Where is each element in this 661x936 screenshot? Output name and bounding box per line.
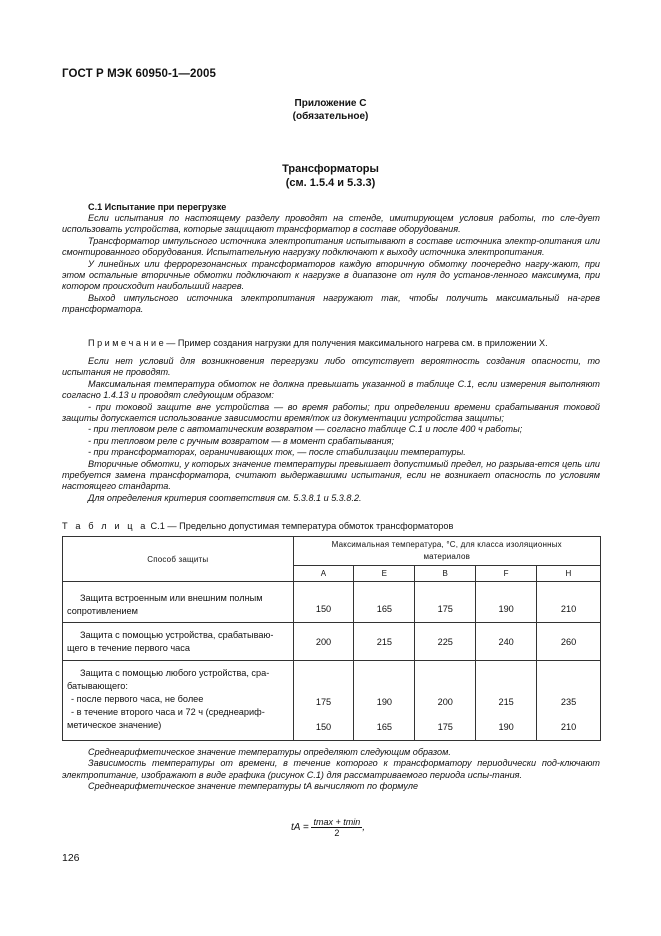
formula-denominator: 2 [334, 828, 340, 838]
cell-value: 165 [376, 722, 393, 732]
page-number: 126 [62, 852, 80, 864]
cell-value: 240 [476, 623, 537, 661]
header-method: Способ защиты [63, 537, 294, 582]
table-caption-word: Т а б л и ц а [62, 521, 148, 531]
formula-numerator: tmax + tmin [313, 817, 361, 827]
cell-value: 190 [476, 582, 537, 623]
paragraph: Трансформатор импульсного источника электропитания испытывают в составе источника электр-опитания или смонтированного оборудования. Испытательную нагрузку подключают к выходу источника электропитания. [62, 235, 600, 258]
standard-header: ГОСТ Р МЭК 60950-1—2005 [62, 68, 216, 80]
paragraph: Среднеарифметическое значение температуры tA вычисляют по формуле [88, 781, 419, 792]
paragraph: - при тепловом реле с автоматическим возвратом — согласно таблице С.1 и после 400 ч работы; [88, 424, 523, 435]
cell-values [476, 661, 537, 741]
row-sublabel: - в течение второго часа и 72 ч (среднеариф-метическое значение) [67, 707, 265, 730]
header-class-e: E [354, 566, 415, 582]
paragraphs-block-2 [62, 356, 600, 504]
cell-value: 150 [293, 582, 354, 623]
row-label: Защита встроенным или внешним полным сопротивлением [63, 582, 294, 623]
cell-value: 225 [415, 623, 476, 661]
header-max-temp: Максимальная температура, °С, для класса изоляционных материалов [293, 537, 600, 566]
row-label: Защита с помощью устройства, срабатываю-щего в течение первого часа [63, 623, 294, 661]
paragraphs-block-3 [62, 747, 600, 793]
formula [291, 817, 365, 838]
header-class-h: H [537, 566, 601, 582]
note: П р и м е ч а н и е — Пример создания нагрузки для получения максимального нагрева см. в приложении X. [88, 338, 548, 348]
cell-value: 190 [498, 722, 514, 732]
header-class-f: F [476, 566, 537, 582]
cell-values [537, 661, 601, 741]
cell-value: 215 [354, 623, 415, 661]
paragraph: Для определения критерия соответствия см. 5.3.8.1 и 5.3.8.2. [88, 492, 362, 503]
header-class-b: B [415, 566, 476, 582]
paragraph: Вторичные обмотки, у которых значение температуры превышает допустимый предел, но разрыва-ется цепь или требуется замена трансформатора, считают выдержавшими испытания, если не возникает опасность по условиям настоящего стандарта. [62, 458, 600, 492]
cell-value: 200 [437, 697, 453, 707]
row-label-multi [63, 661, 294, 741]
cell-value: 235 [560, 697, 577, 707]
cell-value: 165 [354, 582, 415, 623]
cell-value: 215 [498, 697, 514, 707]
cell-value: 175 [415, 582, 476, 623]
formula-fraction [311, 817, 362, 838]
table-row [63, 582, 601, 623]
cell-value: 210 [537, 582, 601, 623]
paragraph: У линейных или феррорезонансных трансформаторов каждую вторичную обмотку поочередно нагру-жают, при этом остальные вторичные обмотки подключают к нагрузке в диапазоне от нуля до установ-ленного максимума, при котором происходит наибольший нагрев. [62, 258, 600, 292]
cell-value: 190 [376, 697, 393, 707]
temperature-table [62, 536, 601, 741]
cell-values [354, 661, 415, 741]
formula-tail: , [362, 822, 366, 834]
paragraph: Если нет условий для возникновения перегрузки либо отсутствует вероятность создания опасности, то испытания не проводят. [62, 356, 600, 378]
paragraph: Максимальная температура обмоток не должна превышать указанной в таблице С.1, если измерения выполняют согласно 1.4.13 и проводят следующим образом: [62, 378, 600, 401]
cell-values [415, 661, 476, 741]
paragraph: - при тепловом реле с ручным возвратом — в момент срабатывания; [88, 435, 395, 446]
cell-value: 260 [537, 623, 601, 661]
cell-value: 175 [315, 697, 332, 707]
paragraph: - при трансформаторах, ограничивающих ток, — после стабилизации температуры. [88, 447, 466, 458]
formula-lhs: tA = [291, 822, 309, 834]
subsection-heading: С.1 Испытание при перегрузке [88, 202, 227, 212]
table-row [63, 623, 601, 661]
row-label: Защита с помощью любого устройства, сра-батывающего: [67, 668, 270, 691]
appendix-title: Приложение С [294, 98, 367, 109]
table-caption-text: С.1 — Предельно допустимая температура обмоток трансформаторов [147, 521, 454, 531]
appendix-status: (обязательное) [292, 111, 369, 122]
section-reference: (см. 1.5.4 и 5.3.3) [285, 177, 376, 189]
paragraph: Среднеарифметическое значение температуры определяют следующим образом. [88, 747, 451, 757]
row-sublabel: - после первого часа, не более [71, 694, 204, 704]
cell-values [293, 661, 354, 741]
section-title: Трансформаторы [282, 163, 379, 175]
paragraph: Зависимость температуры от времени, в течение которого к трансформатору периодически под-ключают электропитание, изображают в виде графика (рисунок С.1) для рассматриваемого периода испы-тания. [62, 758, 600, 780]
header-class-a: A [293, 566, 354, 582]
table-caption [62, 521, 453, 531]
paragraphs-block-1 [62, 213, 600, 316]
table-row [63, 661, 601, 741]
paragraph: Выход импульсного источника электропитания нагружают так, чтобы получить максимальный на-грев трансформатора. [62, 292, 600, 315]
cell-value: 175 [437, 722, 453, 732]
cell-value: 150 [315, 722, 332, 732]
paragraph: Если испытания по настоящему разделу проводят на стенде, имитирующем условия работы, то сле-дует использовать устройства, которые защищают трансформатор в составе оборудования. [62, 213, 600, 235]
paragraph: - при токовой защите вне устройства — во время работы; при определении времени срабатывания токовой защиты допускается использование зависимости время/ток из документации устройства защиты; [62, 401, 600, 424]
cell-value: 200 [293, 623, 354, 661]
cell-value: 210 [560, 722, 577, 732]
